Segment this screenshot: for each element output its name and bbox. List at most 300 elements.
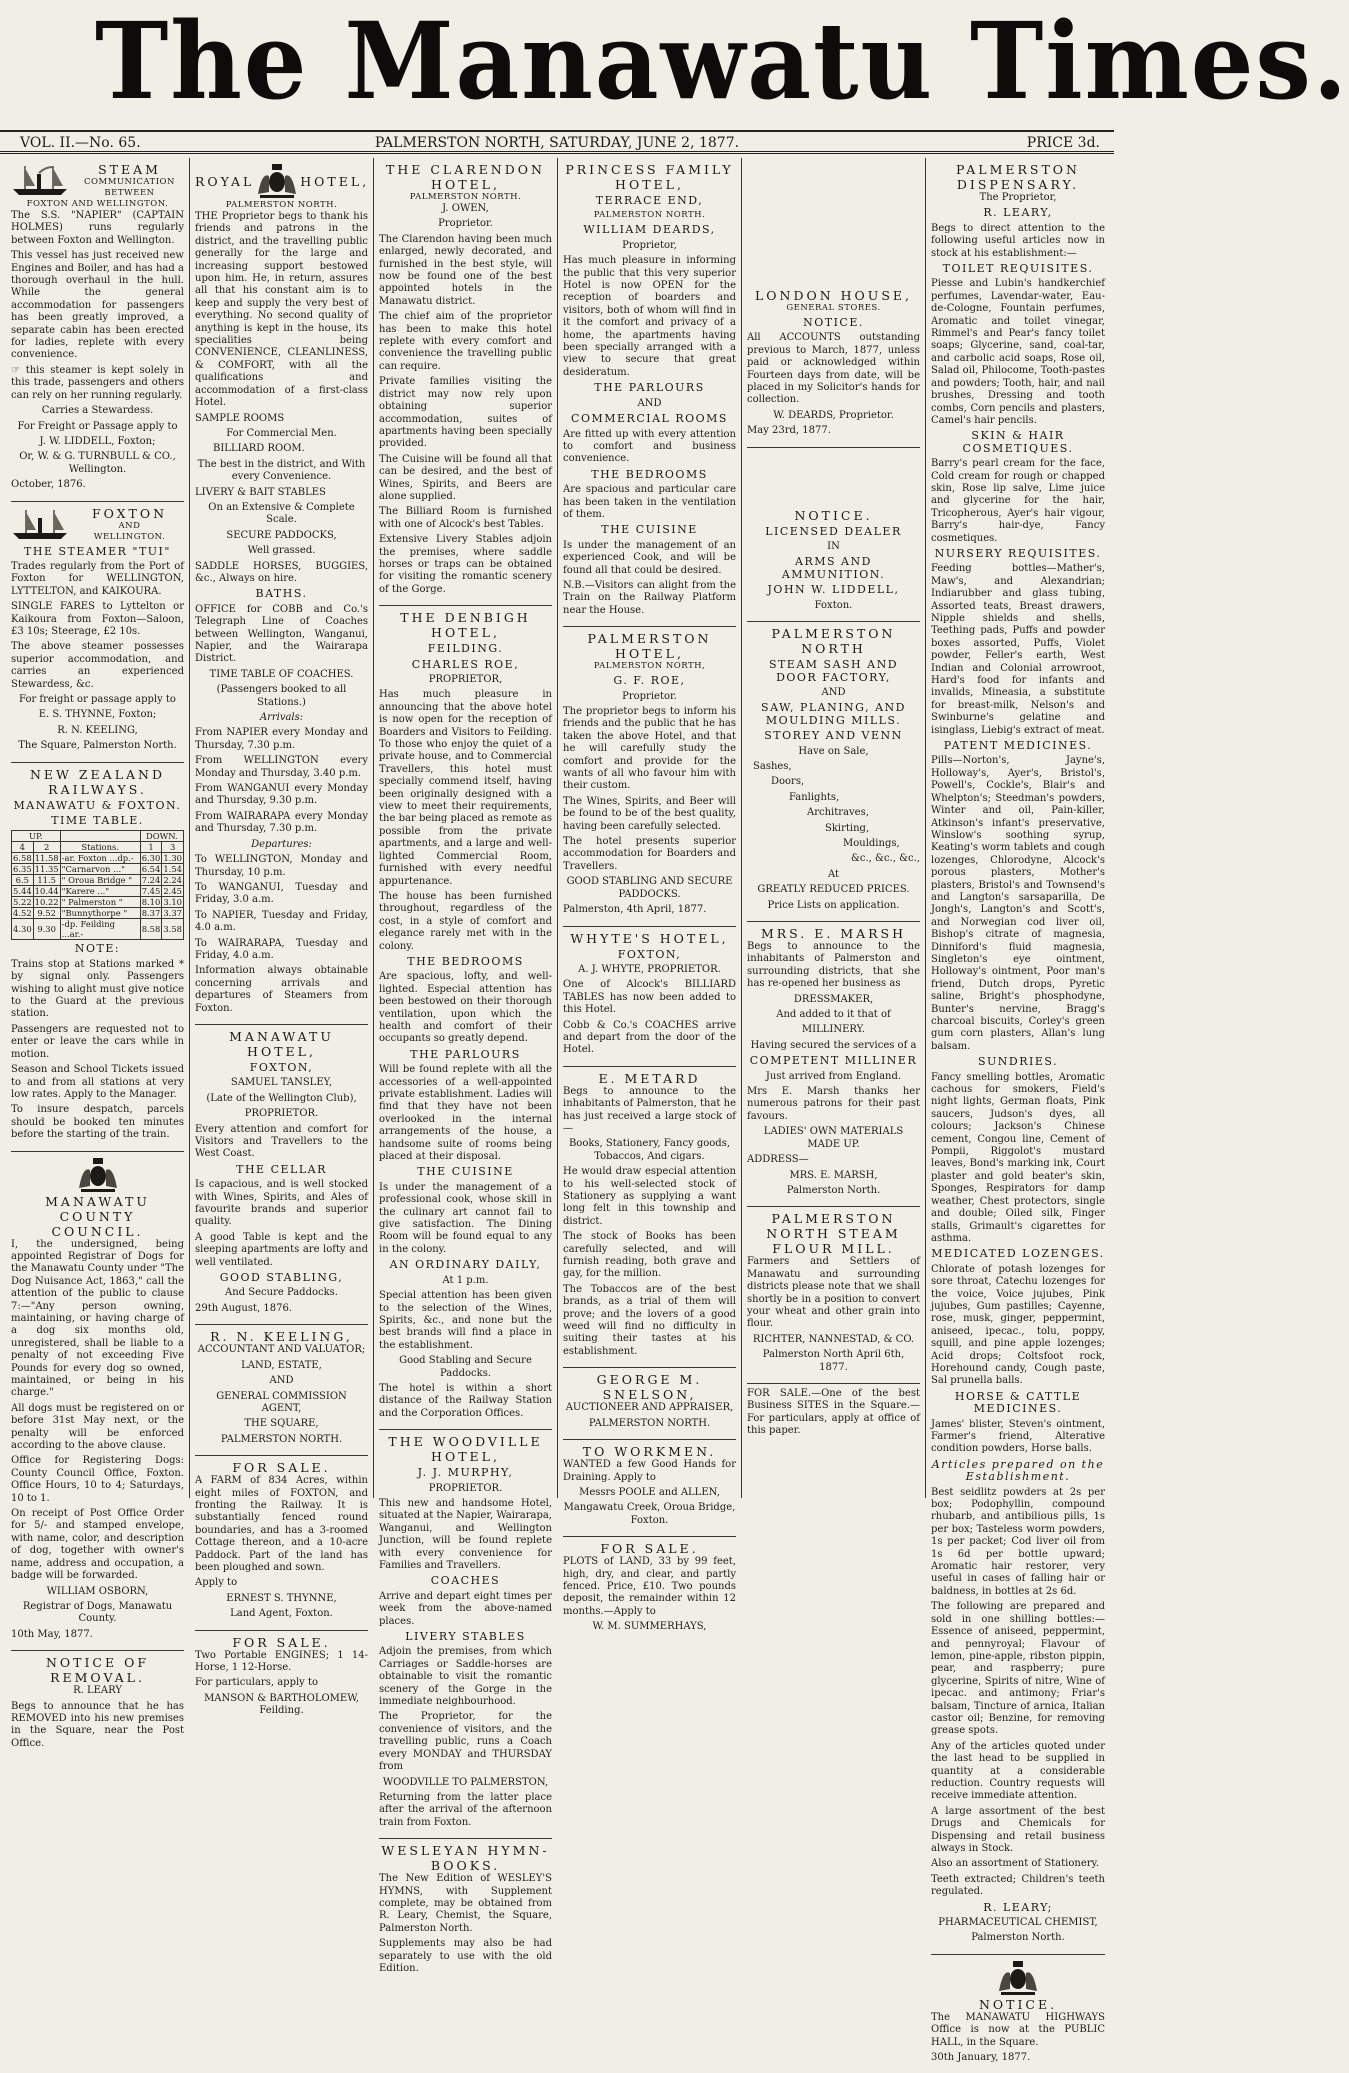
text: October, 1876.: [11, 479, 86, 491]
text: NOTICE.: [803, 316, 864, 329]
text: WOODVILLE TO PALMERSTON,: [382, 1776, 549, 1788]
text: PALMERSTON NORTH.: [593, 210, 706, 221]
ad-royal-hotel: [195, 158, 368, 1025]
column-1: [6, 158, 190, 1749]
text: W. DEARDS, Proprietor.: [773, 409, 894, 421]
text: Are spacious, lofty, and well-lighted. Especial attention has been bestowed on their thorough ventilation, upon which the health and comfort of their occupants so greatly depend.: [379, 971, 552, 1045]
text: Feeding bottles—Mather's, Maw's, and Alexandrian; Indiarubber and glass tubing, Assorted teats, Breast drawers, Nipple shields and shells, Teething pads, Puffs and powder boxes assorted, Puffs, Violet powder, Feller's earth, West Indian and Colonial arrowroot, Hard's food for infants and invalids, Mineasia, a substitute for breast-milk, Nelson's and Swinburne's gelatine and isinglass, Liebig's extract of meat.: [931, 563, 1105, 736]
text: JOHN W. LIDDELL,: [767, 583, 900, 597]
text: The house has been furnished throughout, regardless of the cost, in a style of comfort and elegance rarely met with in the colony.: [379, 890, 552, 952]
ad-notice-of-removal: [11, 1651, 184, 1759]
cell: 6.58: [13, 853, 32, 864]
text: Just arrived from England.: [765, 1070, 902, 1082]
ad-woodville-hotel: [379, 1430, 552, 1839]
text: The hotel presents superior accommodation for Boarders and Travellers.: [563, 836, 736, 872]
baths-heading: BATHS.: [255, 587, 308, 601]
cell: 1.54: [163, 864, 182, 875]
text: Are spacious and particular care has been taken in the ventilation of them.: [563, 484, 736, 520]
royal-crest-icon: [995, 1959, 1041, 1997]
text: J. J. MURPHY,: [417, 1466, 514, 1480]
text: For particulars, apply to: [195, 1677, 319, 1689]
text: Palmerston North.: [786, 1184, 881, 1196]
text: 29th August, 1876.: [195, 1302, 293, 1314]
text: STOREY AND VENN: [764, 729, 903, 743]
text: AND: [118, 520, 141, 531]
text: To NAPIER, Tuesday and Friday, 4.0 a.m.: [195, 909, 368, 934]
text: SAMUEL TANSLEY,: [230, 1077, 333, 1089]
text: Carries a Stewardess.: [41, 405, 154, 417]
ad-flour-mill: [747, 1207, 920, 1384]
notice-heading: NOTICE.: [794, 507, 873, 523]
text: Palmerston North April 6th, 1877.: [762, 1349, 905, 1373]
text: Season and School Tickets issued to and from all stations at very low rates. Apply to the Manager.: [11, 1064, 184, 1100]
denbigh-heading: THE DENBIGH HOTEL,: [400, 610, 531, 641]
cell: 9.30: [33, 919, 60, 940]
text: Registrar of Dogs, Manawatu County.: [22, 1600, 173, 1625]
masthead: [0, 0, 1349, 130]
text: Is under the management of a professional cook, whose skill in the culinary art cannot fail to give satisfaction. The Dining Room will be found equal to any in the colony.: [379, 1181, 552, 1255]
text: From WELLINGTON every Monday and Thursday, 3.40 p.m.: [195, 755, 368, 779]
ad-princess-hotel: [563, 158, 736, 627]
text: J. W. LIDDELL, Foxton;: [39, 435, 156, 447]
text: THE CUISINE: [417, 1165, 514, 1179]
cell: 10.22: [34, 897, 59, 908]
text: At: [827, 868, 840, 880]
manawatu-hotel-heading: MANAWATU HOTEL,: [229, 1028, 334, 1059]
text: COACHES: [430, 1574, 501, 1588]
text: THE PARLOURS: [594, 381, 705, 395]
cell: 2.45: [163, 886, 182, 897]
table-header: 3: [162, 842, 184, 853]
text: GREATLY REDUCED PRICES.: [757, 884, 910, 896]
ad-business-site-for-sale: [747, 1384, 920, 1447]
ad-denbigh-hotel: [379, 606, 552, 1430]
steamship-icon: [11, 506, 71, 542]
text: PALMERSTON NORTH.: [220, 1433, 343, 1445]
list-item: Doors,: [771, 776, 805, 788]
cell: 6.54: [141, 864, 161, 875]
text: Begs to direct attention to the following useful articles now in stock at his establishment:—: [931, 222, 1105, 259]
timetable-title: TIME TABLE.: [51, 814, 144, 828]
text: Cobb & Co.'s COACHES arrive and depart from the door of the Hotel.: [563, 1019, 736, 1056]
ad-sash-door-factory: [747, 622, 920, 922]
princess-heading: PRINCESS FAMILY HOTEL,: [565, 162, 734, 192]
list-item: Skirting,: [825, 822, 870, 834]
text: STEAM SASH AND DOOR FACTORY,: [768, 658, 899, 684]
text: The New Edition of WESLEY'S HYMNS, with Supplement complete, may be obtained from R. Leary, Chemist, the Square, Palmerston North.: [379, 1873, 552, 1934]
text: Extensive Livery Stables adjoin the premises, where saddle horses or traps can be obtained for visiting the romantic scenery of the Gorge.: [379, 534, 552, 595]
ad-land-for-sale: [563, 1537, 736, 1642]
ad-mrs-marsh: [747, 922, 920, 1207]
table-row: [12, 897, 184, 908]
text: I, the undersigned, being appointed Registrar of Dogs for the Manawatu County under "The Dog Nuisance Act, 1863," call the attention of the public to clause 7:—"Any person owning, maintaining, or having charge of a dog six months old, unregistered, shall be liable to a penalty of not exceeding Five Pounds for every dog so owned, maintained, or being in his charge.": [11, 1238, 184, 1399]
cell: 7.24: [141, 875, 161, 886]
text: WANTED a few Good Hands for Draining. Apply to: [563, 1459, 736, 1483]
text: PROPRIETOR.: [244, 1108, 319, 1120]
text: AN ORDINARY DAILY,: [389, 1258, 542, 1272]
cell: 8.58: [140, 919, 162, 940]
steam-heading: STEAM: [98, 162, 161, 177]
column-5: [742, 158, 926, 1498]
text: E. S. THYNNE, Foxton;: [38, 709, 157, 721]
text: Proprietor,: [622, 239, 677, 251]
cell: 10.44: [34, 886, 59, 897]
text: From WAIRARAPA every Monday and Thursday, 7.30 p.m.: [195, 810, 368, 835]
table-row: [12, 886, 184, 897]
cell: 2.24: [163, 875, 182, 886]
text: COMMERCIAL ROOMS: [571, 412, 728, 426]
text: THE Proprietor begs to thank his friends and patrons in the district, and the travelling public generally for the large and increasing support bestowed upon him. He, in return, assures all that his constant aim is to keep and supply the very best of everything. No second quality of anything is kept in the house, its specialities being CONVENIENCE, CLEANLINESS, & COMFORT, with all the qualifications and accommodation of a first-class Hotel.: [195, 211, 368, 409]
section-heading: MEDICATED LOZENGES.: [931, 1247, 1105, 1261]
text: The Wines, Spirits, and Beer will be found to be of the best quality, having been carefully selected.: [563, 795, 736, 832]
text: The Cuisine will be found all that can be desired, and the best of Wines, Spirits, and Beers are alone supplied.: [379, 453, 552, 502]
royal-crest-icon: [75, 1156, 121, 1194]
section-heading: TOILET REQUISITES.: [942, 262, 1094, 276]
text: DRESSMAKER,: [793, 993, 874, 1005]
text: 10th May, 1877.: [11, 1628, 93, 1640]
table-row: [12, 908, 184, 919]
text: MRS. E. MARSH,: [789, 1169, 878, 1181]
ad-county-council: [11, 1152, 184, 1652]
cell: 9.52: [33, 908, 60, 919]
text: A large assortment of the best Drugs and Chemicals for Dispensing and retail business always in Stock.: [931, 1805, 1105, 1854]
text: For Commercial Men.: [226, 427, 337, 439]
text: LADIES' OWN MATERIALS MADE UP.: [763, 1126, 904, 1150]
text: LAND, ESTATE,: [241, 1359, 322, 1371]
text: PHARMACEUTICAL CHEMIST,: [938, 1917, 1098, 1929]
text: SECURE PADDOCKS,: [226, 529, 337, 541]
text: Good Stabling and Secure Paddocks.: [399, 1355, 532, 1379]
section-heading: NURSERY REQUISITES.: [934, 546, 1102, 560]
text: ERNEST S. THYNNE,: [226, 1592, 337, 1604]
list-item: Architraves,: [807, 807, 869, 819]
text: Has much pleasure in announcing that the above hotel is now open for the reception of Boarders and Visitors to Feilding. To those who enjoy the quiet of a private house, and to Commercial Travellers, this hotel must specially commend itself, having been originally designed with a view to meet their requirements, the bar being placed as remote as possible from the private apartments, and a large and well-lighted Commercial Room, furnished with every needful appurtenance.: [379, 689, 552, 887]
text: Palmerston, 4th April, 1877.: [563, 904, 707, 916]
cell: "Bunnythorpe ": [60, 908, 140, 919]
text: FOR SALE.—One of the best Business SITES in the Square.—For particulars, apply at office of this paper.: [747, 1387, 920, 1437]
text: The Billiard Room is furnished with one of Alcock's best Tables.: [379, 506, 552, 530]
ad-manawatu-hotel: [195, 1025, 368, 1325]
cell: -ar. Foxton ...dp.-: [60, 853, 140, 864]
ad-wesleyan-hymn-books: [379, 1839, 552, 1984]
for-sale-heading: FOR SALE.: [232, 1460, 331, 1476]
text: WILLIAM OSBORN,: [46, 1585, 149, 1597]
text: Have on Sale,: [798, 745, 869, 757]
ad-steam-communication: [11, 158, 184, 502]
newspaper-title: The Manawatu Times.: [95, 0, 1349, 123]
text: Or, W. & G. TURNBULL & CO., Wellington.: [19, 451, 176, 475]
royal-crest-icon: [254, 162, 300, 200]
cell: 1.30: [163, 853, 182, 864]
text: OFFICE for COBB and Co.'s Telegraph Line of Coaches between Wellington, Wanganui, Napier, and the Wairarapa District.: [195, 603, 368, 665]
cell: 11.35: [34, 864, 59, 875]
text: N.B.—Visitors can alight from the Train on the Railway Platform near the House.: [563, 579, 736, 616]
wesleyan-heading: WESLEYAN HYMN-BOOKS.: [381, 1843, 550, 1874]
text: THE BEDROOMS: [591, 467, 708, 481]
table-header: DOWN.: [140, 831, 183, 842]
text: This vessel has just received new Engines and Boiler, and has had a thorough overhaul in the hull. While the general accommodation for passengers has been greatly improved, a separate cabin has been erected for ladies, replete with every convenience.: [11, 250, 184, 361]
text: G. F. ROE,: [613, 674, 686, 688]
text: GENERAL STORES.: [786, 303, 881, 313]
steam-route: FOXTON AND WELLINGTON.: [26, 199, 169, 209]
text: Piesse and Lubin's handkerchief perfumes, Lavendar-water, Eau-de-Cologne, Fountain perfumes, Aromatic and toilet vinegar, Rimmel's and Pear's fancy toilet soaps; Glycerine, sand, coal-tar, and carbolic acid soaps, Rose oil, Salad oil, Philocome, Tooth-pastes and powders; Tooth, hair, and nail brushes, Dressing and tooth combs, Corn pencils and plasters, Camel's hair pencils.: [931, 278, 1105, 426]
text: James' blister, Steven's ointment, Farmer's friend, Alterative condition powders, Horse balls.: [931, 1418, 1105, 1455]
steam-subheading: COMMUNICATION: [84, 177, 175, 187]
table-row: [12, 864, 184, 875]
column-2: [190, 158, 374, 1717]
woodville-heading: THE WOODVILLE HOTEL,: [388, 1434, 543, 1465]
cell: 8.10: [141, 897, 161, 908]
text: The proprietor begs to inform his friends and the public that he has taken the above Hotel, and that he will carefully study the comfort and provide for the wants of all who favour him with their custom.: [563, 706, 736, 792]
text: 30th January, 1877.: [931, 2052, 1031, 2064]
text: The Proprietor, for the convenience of visitors, and the travelling public, runs a Coach every MONDAY and THURSDAY from: [379, 1711, 552, 1773]
text: SADDLE HORSES, BUGGIES, &c., Always on hire.: [195, 560, 368, 584]
text: THE SQUARE,: [244, 1418, 319, 1430]
text: Best seidlitz powders at 2s per box; Podophyllin, compound rhubarb, and antibilious pills, 1s per box; Tasteless worm powders, 1s per packet; Cod liver oil from 1s 6d per bottle upward; Aromatic hair restorer, very useful in cases of falling hair or baldness, in bottles at 2s 6d.: [931, 1486, 1105, 1597]
text: A. J. WHYTE, PROPRIETOR.: [578, 963, 721, 975]
table-header: 4: [12, 842, 34, 853]
cell: 3.37: [163, 908, 182, 919]
dateline-bar: [0, 130, 1114, 154]
text: Messrs POOLE and ALLEN,: [579, 1486, 720, 1498]
text: A FARM of 834 Acres, within eight miles of FOXTON, and fronting the Railway. It is substantially fenced round boundaries, and has a 3-roomed Cottage thereon, and a 10-acre Paddock. Part of the land has been ploughed and sown.: [195, 1475, 368, 1573]
text: And added to it that of: [776, 1009, 891, 1021]
text: PALMERSTON NORTH.: [409, 192, 522, 202]
text: TERRACE END,: [595, 194, 704, 207]
column-4: [558, 158, 742, 1633]
cell: 11.58: [34, 853, 59, 864]
hotel-heading: HOTEL,: [300, 173, 370, 189]
text: The MANAWATU HIGHWAYS Office is now at the PUBLIC HALL, in the Square.: [931, 2011, 1105, 2048]
text: Special attention has been given to the selection of the Wines, Spirits, &c., and none but the best brands will find a place in the establishment.: [379, 1290, 552, 1351]
text: Trades regularly from the Port of Foxton for WELLINGTON, LYTTELTON, and KAIKOURA.: [11, 560, 184, 597]
list-item: Fanlights,: [789, 791, 840, 803]
text: LICENSED DEALER: [765, 524, 902, 538]
text: THE PARLOURS: [410, 1047, 521, 1061]
text: A good Table is kept and the sleeping apartments are lofty and well ventilated.: [195, 1231, 368, 1268]
ad-metard: [563, 1067, 736, 1369]
text: SAMPLE ROOMS: [195, 412, 285, 424]
text: WILLIAM DEARDS,: [583, 223, 716, 237]
text: For freight or passage apply to: [19, 694, 176, 705]
text: Every attention and comfort for Visitors and Travellers to the West Coast.: [195, 1123, 368, 1160]
text: Having secured the services of a: [750, 1039, 917, 1051]
text: The following are prepared and sold in one shilling bottles:—Essence of aniseed, peppermint, and pennyroyal; Flavour of lemon, pine-apple, ribston pippin, pear, and raspberry; pure glycerine, Spirits of nitre, Wine of ipecac. and antimony; Friar's balsam, Tincture of arnica, Italian castor oil; Benzine, for removing grease spots.: [931, 1601, 1105, 1737]
text: ☞ this steamer is kept solely in this trade, passengers and others can rely on her running regularly.: [11, 364, 184, 401]
text: MANAWATU & FOXTON.: [13, 798, 182, 812]
text: Private families visiting the district may now rely upon obtaining superior accommodation, suites of apartments having been specially provided.: [379, 376, 552, 450]
text: (Passengers booked to all Stations.): [216, 684, 347, 708]
table-row: [12, 875, 184, 886]
cell: 5.44: [13, 886, 32, 897]
cell: 3.58: [162, 919, 184, 940]
cell: 6.5: [12, 875, 34, 886]
ad-clarendon-hotel: [379, 158, 552, 606]
text: Mrs E. Marsh thanks her numerous patrons for their past favours.: [747, 1086, 920, 1122]
table-row: [12, 853, 184, 864]
text: This new and handsome Hotel, situated at the Napier, Wairarapa, Wanganui, and Wellington Junction, will be found replete with every convenience for Families and Travellers.: [379, 1497, 552, 1571]
text: THE CUISINE: [601, 523, 698, 537]
text: CHARLES ROE,: [411, 657, 520, 671]
table-header: Stations.: [60, 842, 140, 853]
text: SINGLE FARES to Lyttelton or Kaikoura from Foxton—Saloon, £3 10s; Steerage, £2 10s.: [11, 601, 184, 637]
removal-heading: NOTICE OF REMOVAL.: [45, 1655, 150, 1686]
snelson-heading: GEORGE M. SNELSON,: [596, 1372, 703, 1403]
text: From WANGANUI every Monday and Thursday, 9.30 p.m.: [195, 783, 368, 807]
text: Begs to announce to the inhabitants of Palmerston, that he has just received a large stock of—: [563, 1085, 736, 1134]
ad-keeling-agent: [195, 1325, 368, 1456]
cell: " Oroua Bridge ": [60, 875, 140, 886]
text: The Square, Palmerston North.: [18, 740, 177, 752]
text: Arrivals:: [259, 712, 304, 724]
text: The Tobaccos are of the best brands, as a trial of them will prove; and the lovers of a good weed will find no difficulty in suiting their tastes at his establishment.: [563, 1283, 736, 1357]
text: THE BEDROOMS: [407, 954, 524, 968]
text: On an Extensive & Complete Scale.: [208, 501, 355, 526]
section-heading: SKIN & HAIR COSMETIQUES.: [962, 429, 1074, 455]
cell: 7.45: [141, 886, 161, 897]
text: Well grassed.: [247, 545, 316, 557]
text: AUCTIONEER AND APPRAISER,: [565, 1402, 734, 1414]
text: R. LEARY;: [983, 1900, 1053, 1914]
cell: " Palmerston ": [60, 897, 140, 908]
text: Two Portable ENGINES; 1 14-Horse, 1 12-Horse.: [195, 1649, 368, 1673]
text: All dogs must be registered on or before 31st May next, or the penalty will be enforced according to the above clause.: [11, 1402, 184, 1452]
for-sale-heading: FOR SALE.: [232, 1634, 331, 1650]
text: Passengers are requested not to enter or leave the cars while in motion.: [11, 1023, 184, 1060]
text: Barry's pearl cream for the face, Cold cream for rough or chapped skin, Rose lip salve, Lime juice and glycerine for the hair, Tricopherous, Ayer's hair vigour, Barry's hair-dye, Fancy cosmetiques.: [931, 458, 1105, 544]
marsh-heading: MRS. E. MARSH: [760, 926, 907, 941]
text: Books, Stationery, Fancy goods, Tobaccos, And cigars.: [568, 1138, 731, 1162]
london-house-heading: LONDON HOUSE,: [754, 288, 912, 303]
cell: "Karere ...": [60, 886, 140, 897]
for-sale-heading: FOR SALE.: [600, 1541, 699, 1557]
cell: 8.37: [141, 908, 161, 919]
text: May 23rd, 1877.: [747, 425, 831, 437]
text: Office for Registering Dogs: County Council Office, Foxton. Office Hours, 10 to 4; Saturdays, 10 to 1.: [11, 1455, 184, 1504]
text: Land Agent, Foxton.: [230, 1608, 333, 1620]
text: Trains stop at Stations marked * by signal only. Passengers wishing to alight must give notice to the Guard at the previous station.: [11, 958, 184, 1020]
foxton-heading: FOXTON: [91, 505, 168, 521]
ad-railways: [11, 763, 184, 1152]
ad-snelson: [563, 1368, 736, 1440]
text: The Proprietor,: [979, 192, 1057, 203]
ad-to-workmen: [563, 1440, 736, 1537]
cell: "Carnarvon ...": [60, 864, 140, 875]
text: The best in the district, and With every Convenience.: [197, 458, 366, 483]
dispensary-heading: PALMERSTON DISPENSARY.: [955, 162, 1080, 192]
cell: 5.22: [13, 897, 32, 908]
cell: 4.30: [12, 919, 34, 940]
text: RICHTER, NANNESTAD, & CO.: [752, 1333, 915, 1345]
cell: 6.30: [141, 853, 161, 864]
ad-palmerston-dispensary: [931, 158, 1105, 1955]
text: Information always obtainable concerning arrivals and departures of Steamers from Foxton.: [195, 965, 368, 1014]
text: Is under the management of an experienced Cook, and will be found all that could be desired.: [563, 539, 736, 576]
ad-foxton-wellington: [11, 502, 184, 763]
workmen-heading: TO WORKMEN.: [582, 1444, 717, 1460]
cell: 3.10: [163, 897, 182, 908]
text: Foxton.: [814, 599, 853, 611]
text: The Clarendon having been much enlarged, newly decorated, and furnished in the best style, will now be found one of the best appointed hotels in the Manawatu district.: [379, 233, 552, 307]
text: ADDRESS—: [747, 1154, 809, 1166]
text: PALMERSTON NORTH,: [593, 661, 706, 672]
text: Begs to announce to the inhabitants of Palmerston and surrounding districts, that she has re-opened her business as: [747, 941, 920, 990]
text: The stock of Books has been carefully selected, and will furnish reading, both grave and gay, for the million.: [563, 1231, 736, 1280]
text: For Freight or Passage apply to: [17, 420, 178, 432]
text: GENERAL COMMISSION AGENT,: [216, 1390, 347, 1414]
cell: 11.5: [33, 875, 60, 886]
text: He would draw especial attention to his well-selected stock of Stationery as supplying a want long felt in this township and district.: [563, 1166, 736, 1227]
table-header: UP.: [12, 831, 61, 842]
section-heading: SUNDRIES.: [977, 1055, 1059, 1069]
text: Are fitted up with every attention to comfort and business convenience.: [563, 428, 736, 465]
section-heading: Articles prepared on the Establishment.: [931, 1457, 1105, 1484]
text: One of Alcock's BILLIARD TABLES has now been added to this Hotel.: [563, 979, 736, 1016]
text: GOOD STABLING,: [219, 1271, 344, 1285]
flour-mill-heading: PALMERSTON NORTH STEAM FLOUR MILL.: [766, 1211, 901, 1257]
text: Returning from the latter place after the arrival of the afternoon train from Foxton.: [379, 1791, 552, 1828]
text: Has much pleasure in informing the public that this very superior Hotel is now OPEN for the reception of boarders and visitors, both of whom will find in it the comfort and privacy of a home, the apartments having been specially arranged with a view to secure that great desideratum.: [563, 255, 736, 378]
text: Chlorate of potash lozenges for sore throat, Catechu lozenges for the voice, Voice jujubes, Pink jujubes, Gum pastilles; Cayenne, rose, musk, ginger, peppermint, aniseed, ipecac., tolu, poppy, squill, and pine apple lozenges; Acid drops; Coltsfoot rock, Horehound candy, Cough paste, Sal prunella balls.: [931, 1263, 1105, 1387]
ad-london-house: [747, 158, 920, 448]
cell: 6.35: [13, 864, 32, 875]
text: FOXTON,: [617, 947, 682, 961]
steamship-icon: [11, 162, 71, 198]
table-row: [12, 919, 184, 940]
column-6: [926, 158, 1110, 2064]
text: SAW, PLANING, AND MOULDING MILLS.: [761, 701, 906, 727]
text: FEILDING.: [427, 642, 504, 656]
text: Is capacious, and is well stocked with Wines, Spirits, and Ales of favourite brands and superior quality.: [195, 1179, 368, 1228]
text: LIVERY & BAIT STABLES: [195, 486, 326, 498]
text: TIME TABLE OF COACHES.: [209, 668, 354, 680]
text: Supplements may also be had separately to use with the old Edition.: [379, 1938, 552, 1974]
list-item: Sashes,: [753, 760, 792, 772]
text: MILLINERY.: [801, 1024, 866, 1036]
cell: 4.52: [13, 908, 32, 919]
text: Apply to: [195, 1577, 238, 1589]
list-item: &c., &c., &c.,: [851, 853, 920, 865]
text: And Secure Paddocks.: [225, 1287, 338, 1299]
ad-whytes-hotel: [563, 927, 736, 1067]
text: Teeth extracted; Children's teeth regulated.: [931, 1873, 1105, 1898]
text: LIVERY STABLES: [405, 1630, 526, 1644]
text: FOXTON,: [249, 1060, 314, 1074]
text: To WANGANUI, Tuesday and Friday, 3.0 a.m.: [195, 881, 368, 906]
columns: [6, 158, 1110, 2064]
text: (Late of the Wellington Club),: [206, 1092, 357, 1104]
keeling-heading: R. N. KEELING,: [210, 1329, 353, 1345]
railways-heading: NEW ZEALAND RAILWAYS.: [29, 766, 165, 797]
notice-heading: NOTICE.: [978, 1996, 1058, 2012]
metard-heading: E. METARD: [598, 1070, 701, 1086]
ad-palmerston-hotel: [563, 627, 736, 926]
text: AND: [269, 1375, 294, 1387]
text: To WAIRARAPA, Tuesday and Friday, 4.0 a.m.: [195, 937, 368, 961]
royal-heading: ROYAL: [195, 173, 255, 189]
text: Proprietor.: [622, 690, 677, 702]
text: At 1 p.m.: [442, 1274, 489, 1286]
text: The S.S. "NAPIER" (CAPTAIN HOLMES) runs regularly between Foxton and Wellington.: [11, 210, 184, 246]
whytes-heading: WHYTE'S HOTEL,: [570, 930, 729, 946]
table-header: 2: [33, 842, 60, 853]
text: The hotel is within a short distance of the Railway Station and the Corporation Offices.: [379, 1382, 552, 1419]
table-header: 1: [140, 842, 162, 853]
council-heading: MANAWATU COUNTY COUNCIL.: [45, 1193, 150, 1239]
text: Begs to announce that he has REMOVED into his new premises in the Square, near the Post Office.: [11, 1700, 184, 1749]
text: Also an assortment of Stationery.: [931, 1858, 1100, 1870]
issue-date: PALMERSTON NORTH, SATURDAY, JUNE 2, 1877.: [374, 135, 740, 151]
